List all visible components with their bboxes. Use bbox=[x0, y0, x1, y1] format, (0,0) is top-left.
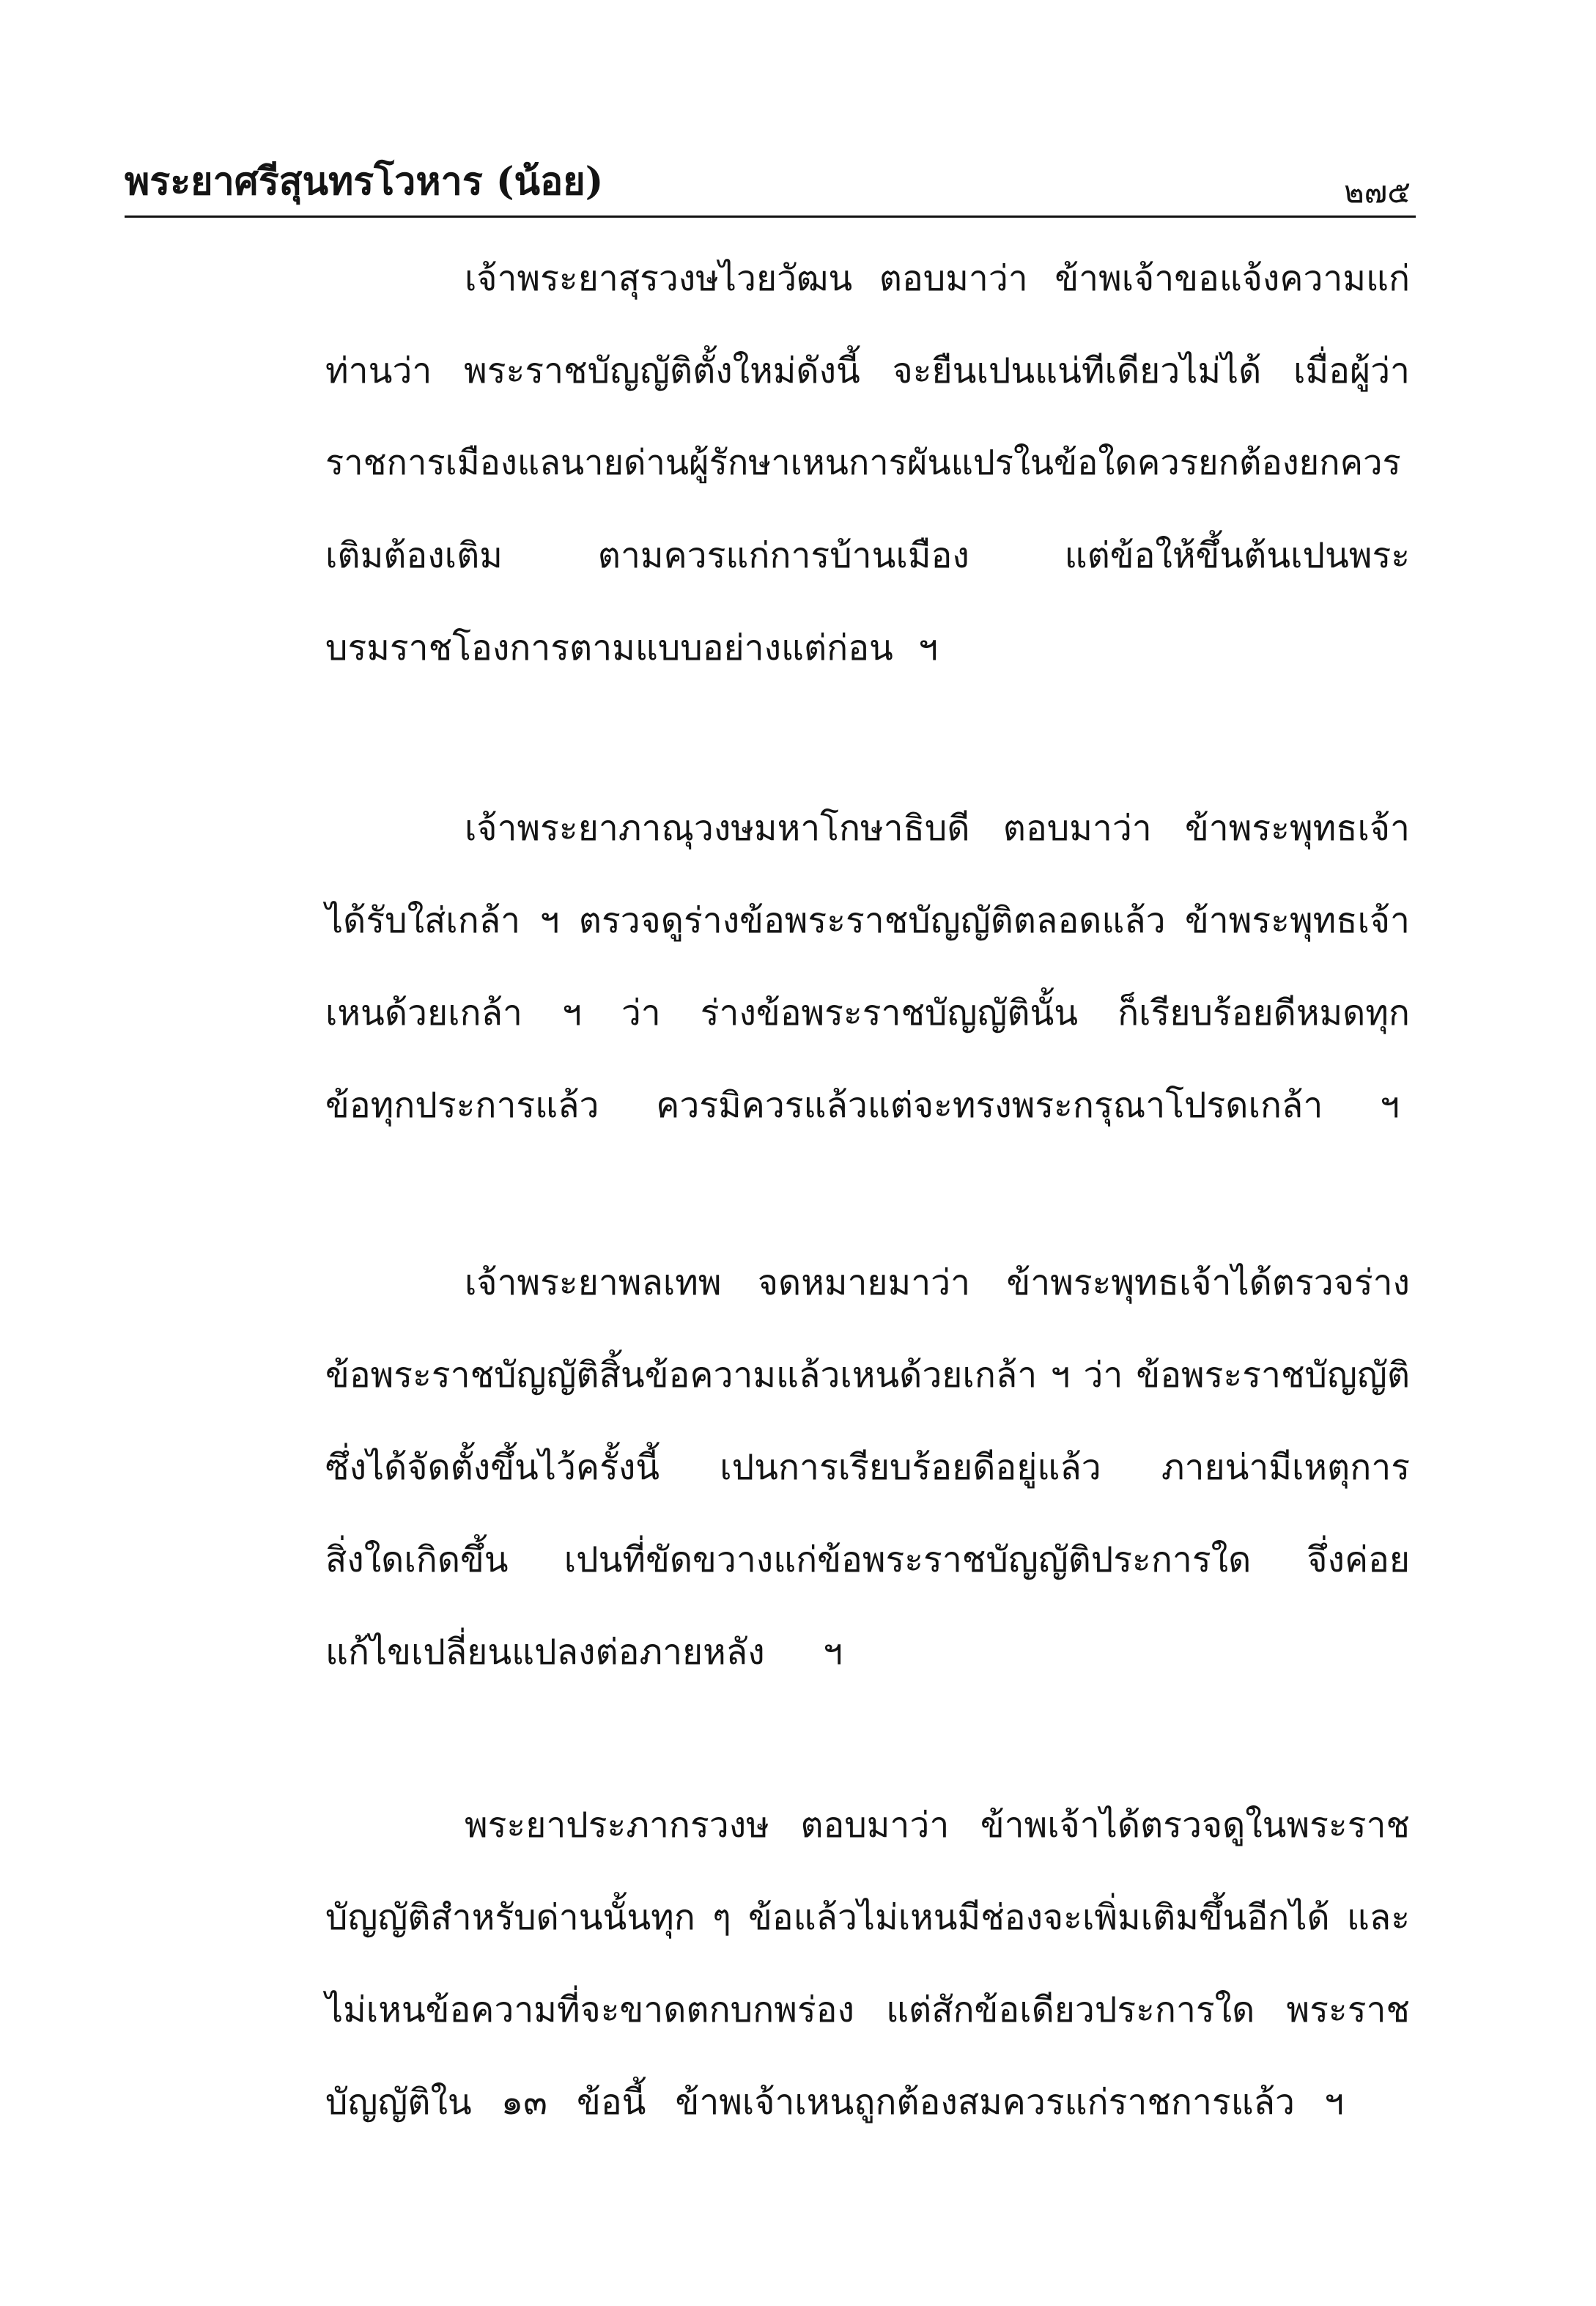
text-line bbox=[325, 1606, 843, 1698]
line-text: แก้ไขเปลี่ยนแปลงต่อภายหลัง ฯ bbox=[325, 1632, 843, 1673]
line-text: ข้อทุกประการแล้ว ควรมิควรแล้วแต่จะทรงพระกรุณาโปรดเกล้า ฯ bbox=[325, 1085, 1400, 1126]
paragraph-3 bbox=[325, 1237, 1410, 1698]
line-text: เหนด้วยเกล้า ฯ ว่า ร่างข้อพระราชบัญญัตินั้น ก็เรียบร้อยดีหมดทุก bbox=[325, 992, 1410, 1034]
paragraph-4 bbox=[325, 1779, 1410, 2148]
line-text: บรมราชโองการตามแบบอย่างแต่ก่อน ฯ bbox=[325, 627, 938, 668]
line-text: บัญญัติใน ๑๓ ข้อนี้ ข้าพเจ้าเหนถูกต้องสมควรแก่ราชการแล้ว ฯ bbox=[325, 2082, 1344, 2123]
header-rule bbox=[125, 216, 1416, 218]
line-text: บัญญัติสำหรับด่านนั้นทุก ๆ ข้อแล้วไม่เหนมีช่องจะเพิ่มเติมขึ้นอีกได้ และ bbox=[325, 1897, 1410, 1938]
line-text: ไม่เหนข้อความที่จะขาดตกบกพร่อง แต่สักข้อเดียวประการใด พระราช bbox=[325, 1989, 1410, 2030]
text-line bbox=[325, 1421, 1410, 1514]
line-text: ได้รับใส่เกล้า ฯ ตรวจดูร่างข้อพระราชบัญญัติตลอดแล้ว ข้าพระพุทธเจ้า bbox=[325, 900, 1410, 941]
line-text: ท่านว่า พระราชบัญญัติตั้งใหม่ดังนี้ จะยืนเปนแน่ทีเดียวไม่ได้ เมื่อผู้ว่า bbox=[325, 350, 1410, 391]
line-text: เจ้าพระยาสุรวงษไวยวัฒน ตอบมาว่า ข้าพเจ้าขอแจ้งความแก่ bbox=[465, 258, 1410, 299]
line-text: ข้อพระราชบัญญัติสิ้นข้อความแล้วเหนด้วยเกล้า ฯ ว่า ข้อพระราชบัญญัติ bbox=[325, 1355, 1410, 1396]
text-line bbox=[325, 232, 1410, 325]
text-line bbox=[325, 1779, 1410, 1871]
paragraph-1 bbox=[325, 232, 1410, 694]
line-text: ซึ่งได้จัดตั้งขึ้นไว้ครั้งนี้ เปนการเรียบร้อยดีอยู่แล้ว ภายน่ามีเหตุการ bbox=[325, 1447, 1410, 1488]
line-text: สิ่งใดเกิดขึ้น เปนที่ขัดขวางแก่ข้อพระราชบัญญัติประการใด จึ่งค่อย bbox=[325, 1539, 1410, 1580]
text-line bbox=[325, 1871, 1410, 1964]
text-line bbox=[325, 1964, 1410, 2056]
text-line bbox=[325, 1514, 1410, 1606]
text-line bbox=[325, 1059, 1400, 1152]
text-line bbox=[325, 602, 938, 694]
line-text: เจ้าพระยาภาณุวงษมหาโกษาธิบดี ตอบมาว่า ข้าพระพุทธเจ้า bbox=[465, 808, 1410, 849]
line-text: พระยาประภากรวงษ ตอบมาว่า ข้าพเจ้าได้ตรวจดูในพระราช bbox=[465, 1805, 1410, 1846]
text-line bbox=[325, 1237, 1410, 1329]
paragraph-2 bbox=[325, 782, 1410, 1152]
text-line bbox=[325, 874, 1410, 967]
line-text: เจ้าพระยาพลเทพ จดหมายมาว่า ข้าพระพุทธเจ้าได้ตรวจร่าง bbox=[465, 1262, 1410, 1303]
text-line bbox=[325, 2056, 1344, 2148]
text-line bbox=[325, 509, 1410, 602]
line-text: เติมต้องเติม ตามควรแก่การบ้านเมือง แต่ข้อให้ขึ้นต้นเปนพระ bbox=[325, 535, 1410, 576]
page-number: ๒๗๕ bbox=[1343, 174, 1411, 210]
text-line bbox=[325, 782, 1410, 874]
text-line bbox=[325, 417, 1410, 509]
line-text: ราชการเมืองแลนายด่านผู้รักษาเหนการผันแปรในข้อใดควรยกต้องยกควร bbox=[325, 443, 1401, 483]
text-line bbox=[325, 967, 1410, 1059]
running-header-title: พระยาศรีสุนทรโวหาร (น้อย) bbox=[125, 159, 604, 204]
text-line bbox=[325, 1329, 1410, 1421]
text-line bbox=[325, 325, 1410, 417]
